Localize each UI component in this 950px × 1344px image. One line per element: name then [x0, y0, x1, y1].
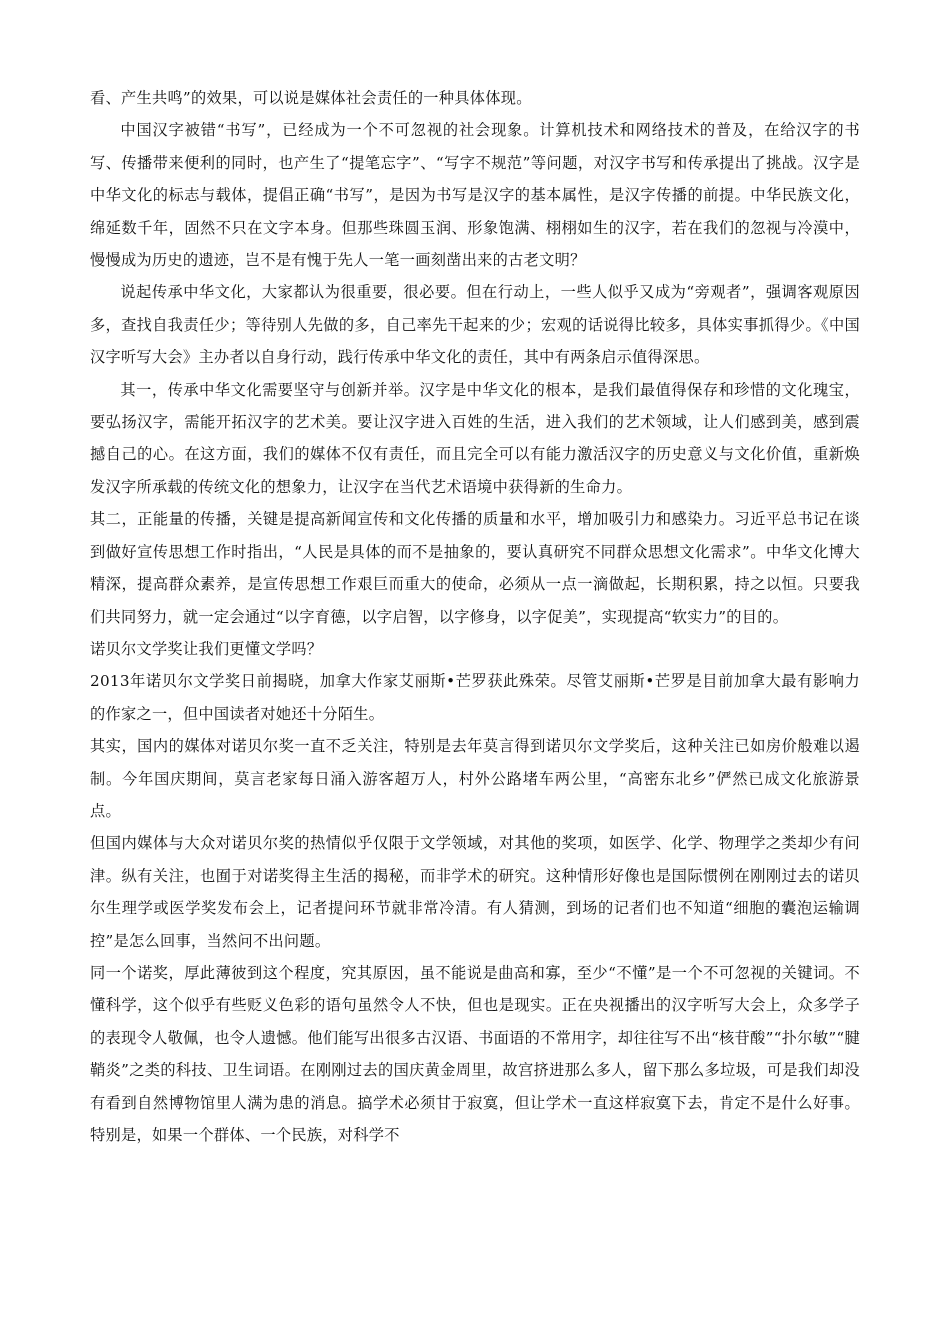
paragraph-1: 看、产生共鸣”的效果，可以说是媒体社会责任的一种具体体现。: [90, 89, 532, 107]
paragraph-7: 2013年诺贝尔文学奖日前揭晓，加拿大作家艾丽斯•芒罗获此殊荣。尽管艾丽斯•芒罗是目前加拿大最有影响力的作家之一，但中国读者对她还十分陌生。: [90, 672, 860, 723]
paragraph-3: 说起传承中华文化，大家都认为很重要，很必要。但在行动上，一些人似乎又成为“旁观者”，强调客观原因多，查找自我责任少；等待别人先做的多，自己率先干起来的少；宏观的话说得比较多，具体实事抓得少。《中国汉字听写大会》主办者以自身行动，践行传承中华文化的责任，其中有两条启示值得深思。: [90, 283, 860, 367]
paragraph-8: 其实，国内的媒体对诺贝尔奖一直不乏关注，特别是去年莫言得到诺贝尔文学奖后，这种关注已如房价般难以遏制。今年国庆期间，莫言老家每日涌入游客超万人，村外公路堵车两公里，“高密东北乡”俨然已成文化旅游景点。: [90, 737, 860, 820]
paragraph-10: 同一个诺奖，厚此薄彼到这个程度，究其原因，虽不能说是曲高和寡，至少“不懂”是一个不可忽视的关键词。不懂科学，这个似乎有些贬义色彩的语句虽然令人不快，但也是现实。正在央视播出的汉字听写大会上，众多学子的表现令人敬佩，也令人遗憾。他们能写出很多古汉语、书面语的不常用字，却往往写不出“核苷酸”“扑尔敏”“腱鞘炎”之类的科技、卫生词语。在刚刚过去的国庆黄金周里，故宫挤进那么多人，留下那么多垃圾，可是我们却没有看到自然博物馆里人满为患的消息。搞学术必须甘于寂寞，但让学术一直这样寂寞下去，肯定不是什么好事。特别是，如果一个群体、一个民族，对科学不: [90, 963, 860, 1144]
paragraph-9: 但国内媒体与大众对诺贝尔奖的热情似乎仅限于文学领域，对其他的奖项，如医学、化学、物理学之类却少有问津。纵有关注，也囿于对诺奖得主生活的揭秘，而非学术的研究。这种情形好像也是国际惯例在刚刚过去的诺贝尔生理学或医学奖发布会上，记者提问环节就非常冷清。有人猜测，到场的记者们也不知道“细胞的囊泡运输调控”是怎么回事，当然问不出问题。: [90, 834, 860, 950]
paragraph-4: 其一，传承中华文化需要坚守与创新并举。汉字是中华文化的根本，是我们最值得保存和珍惜的文化瑰宝，要弘扬汉字，需能开拓汉字的艺术美。要让汉字进入百姓的生活，进入我们的艺术领域，让人们感到美，感到震撼自己的心。在这方面，我们的媒体不仅有责任，而且完全可以有能力激活汉字的历史意义与文化价值，重新焕发汉字所承载的传统文化的想象力，让汉字在当代艺术语境中获得新的生命力。: [90, 380, 860, 496]
paragraph-5: 其二，正能量的传播，关键是提高新闻宣传和文化传播的质量和水平，增加吸引力和感染力。习近平总书记在谈到做好宣传思想工作时指出，“人民是具体的而不是抽象的，要认真研究不同群众思想文化需求”。中华文化博大精深，提高群众素养，是宣传思想工作艰巨而重大的使命，必须从一点一滴做起，长期积累，持之以恒。只要我们共同努力，就一定会通过“以字育德，以字启智，以字修身，以字促美”，实现提高“软实力”的目的。: [90, 510, 860, 626]
paragraph-2: 中国汉字被错“书写”，已经成为一个不可忽视的社会现象。计算机技术和网络技术的普及，在给汉字的书写、传播带来便利的同时，也产生了“提笔忘字”、“写字不规范”等问题，对汉字书写和传承提出了挑战。汉字是中华文化的标志与载体，提倡正确“书写”，是因为书写是汉字的基本属性，是汉字传播的前提。中华民族文化，绵延数千年，固然不只在文字本身。但那些珠圆玉润、形象饱满、栩栩如生的汉字，若在我们的忽视与冷漠中，慢慢成为历史的遗迹，岂不是有愧于先人一笔一画刻凿出来的古老文明？: [90, 121, 860, 270]
section-heading: 诺贝尔文学奖让我们更懂文学吗？: [90, 639, 323, 658]
document-page: [90, 82, 860, 1151]
